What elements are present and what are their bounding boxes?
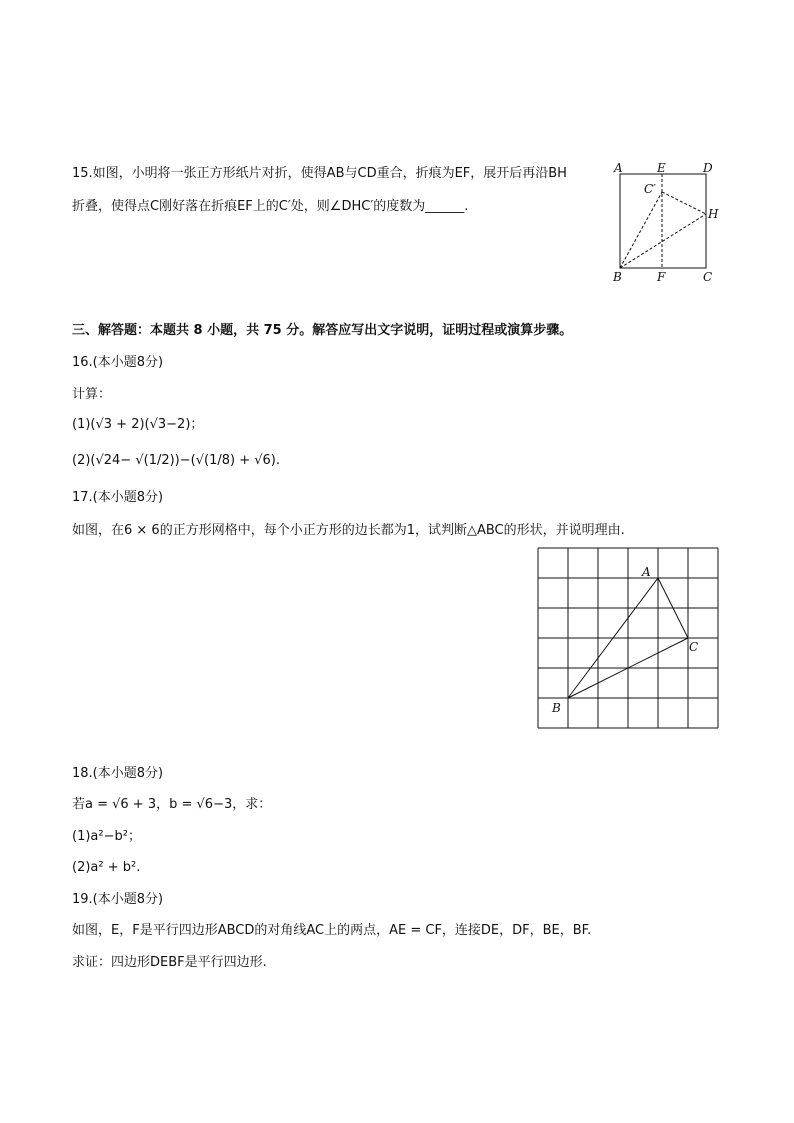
square-abcd: [620, 174, 706, 268]
q16-part1: (1)(√3 + 2)(√3−2)；: [72, 417, 204, 432]
segment-bc-prime: [620, 192, 662, 268]
q18-part2: (2)a² + b².: [72, 860, 141, 875]
label-c: C: [703, 270, 713, 284]
q18-title: 18.(本小题8分): [72, 766, 164, 781]
q19-title: 19.(本小题8分): [72, 892, 164, 907]
label-a: A: [642, 565, 651, 579]
label-a: A: [614, 161, 623, 175]
label-c-prime: C′: [644, 182, 656, 196]
q16-title: 16.(本小题8分): [72, 355, 164, 370]
label-c: C: [689, 640, 699, 654]
q19-text: 如图，E，F是平行四边形ABCD的对角线AC上的两点，AE = CF，连接DE，DF，BE，BF.: [72, 923, 592, 938]
q18-part1: (1)a²−b²；: [72, 829, 141, 844]
q18-given: 若a = √6 + 3，b = √6−3，求：: [72, 797, 272, 812]
label-b: B: [552, 701, 561, 715]
q19-prove: 求证：四边形DEBF是平行四边形.: [72, 955, 267, 970]
q16-intro: 计算：: [72, 387, 112, 402]
grid-6x6: [538, 548, 718, 728]
label-e: E: [657, 161, 666, 175]
segment-bh: [620, 214, 706, 268]
section3-heading: 三、解答题：本题共 8 小题，共 75 分。解答应写出文字说明，证明过程或演算步骤。: [72, 323, 573, 338]
segment-c-prime-h: [662, 192, 706, 214]
label-h: H: [708, 207, 719, 221]
q15-figure: [608, 160, 726, 284]
q17-grid-figure: [530, 540, 726, 736]
q17-text: 如图，在6 × 6的正方形网格中，每个小正方形的边长都为1，试判断△ABC的形状，并说明理由.: [72, 523, 625, 538]
q16-part2: (2)(√24− √(1/2))−(√(1/8) + √6).: [72, 453, 280, 468]
q17-title: 17.(本小题8分): [72, 490, 164, 505]
label-d: D: [703, 161, 713, 175]
q15-line2: 折叠，使得点C刚好落在折痕EF上的C′处，则∠DHC′的度数为______.: [72, 199, 469, 214]
q15-line1: 15.如图，小明将一张正方形纸片对折，使得AB与CD重合，折痕为EF，展开后再沿BH: [72, 166, 567, 181]
label-f: F: [657, 270, 666, 284]
label-b: B: [613, 270, 622, 284]
